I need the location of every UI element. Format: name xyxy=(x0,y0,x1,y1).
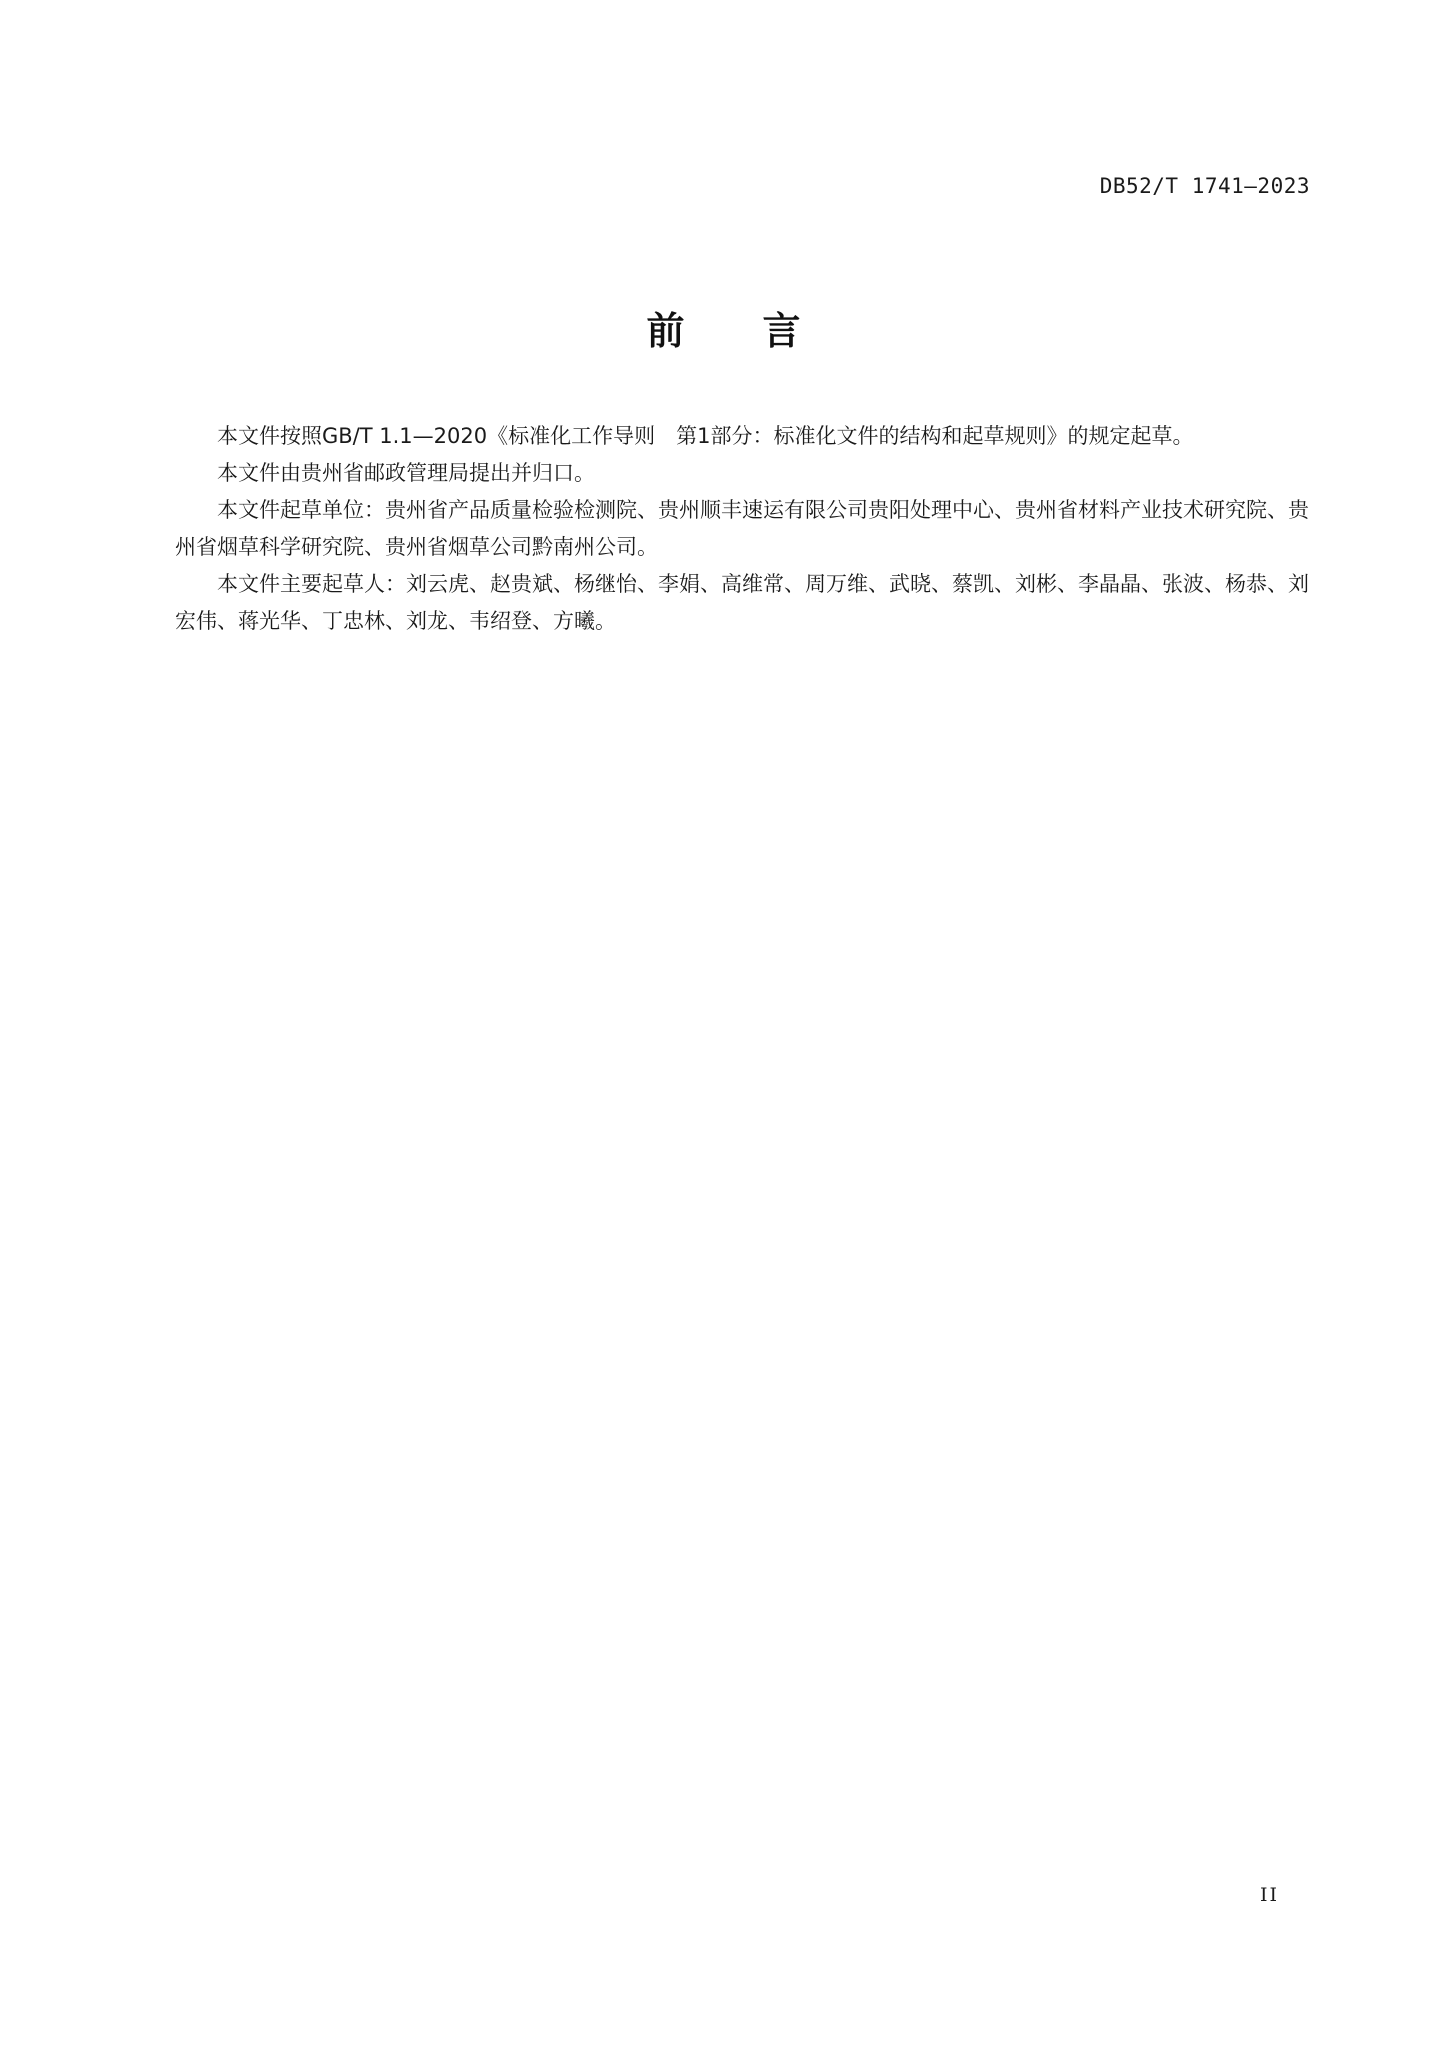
paragraph-drafting-units: 本文件起草单位：贵州省产品质量检验检测院、贵州顺丰速运有限公司贵阳处理中心、贵州省材料产业技术研究院、贵州省烟草科学研究院、贵州省烟草公司黔南州公司。 xyxy=(175,498,1309,559)
document-code: DB52/T 1741—2023 xyxy=(1099,174,1310,198)
paragraph-drafting-basis: 本文件按照GB/T 1.1—2020《标准化工作导则 第1部分：标准化文件的结构和起草规则》的规定起草。 xyxy=(217,424,1194,448)
foreword-body xyxy=(175,418,1309,640)
page-number: II xyxy=(1259,1884,1279,1906)
paragraph-proposer: 本文件由贵州省邮政管理局提出并归口。 xyxy=(217,461,595,485)
paragraph-drafters: 本文件主要起草人：刘云虎、赵贵斌、杨继怡、李娟、高维常、周万维、武晓、蔡凯、刘彬、李晶晶、张波、杨恭、刘宏伟、蒋光华、丁忠林、刘龙、韦绍登、方曦。 xyxy=(175,572,1309,633)
page-title: 前言 xyxy=(646,309,879,353)
